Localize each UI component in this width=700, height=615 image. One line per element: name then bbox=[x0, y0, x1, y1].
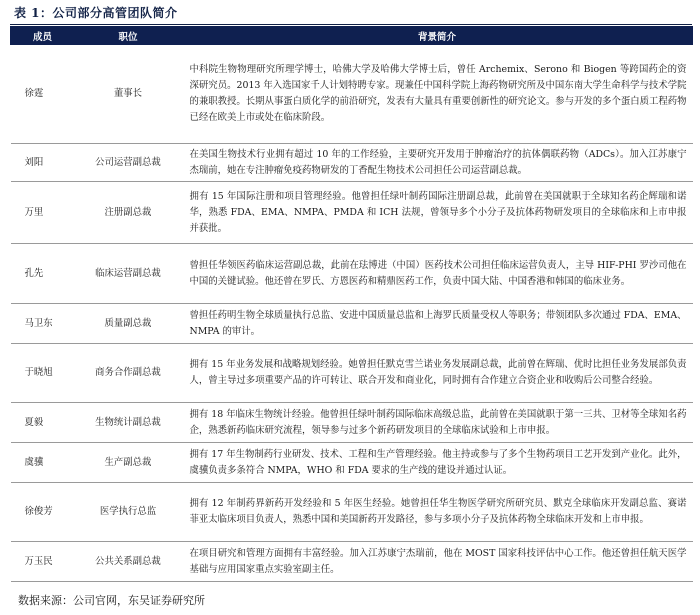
member-background: 拥有 12 年制药界新药开发经验和 5 年医生经验。她曾担任华生物医学研究所研究员、默克全球临床开发副总监、赛诺菲亚太临床项目负责人，熟悉中国和美国新药开发路径，参与多项小分子及抗体药物全球临床开发和上市申报。 bbox=[182, 483, 693, 542]
table-header-row bbox=[11, 27, 693, 45]
member-position: 生物统计副总裁 bbox=[75, 403, 182, 443]
member-background: 中科院生物物理研究所理学博士，哈佛大学及哈佛大学博士后，曾任 Archemix、Serono 和 Biogen 等跨国药企的资深研究员。2013 年入选国家千人计划特聘专家。现兼任中国科学院上海药物研究所及中国东南大学生命科学与技术学院的兼职教授。长期从事蛋白质化学的前沿研究，发表有大量具有重要创新性的研究论文。参与开发的多个蛋白质工程药物已经在欧美上市或处在临床阶段。 bbox=[182, 45, 693, 144]
member-name: 万里 bbox=[11, 182, 75, 244]
source-note: 数据来源：公司官网，东吴证券研究所 bbox=[18, 594, 205, 607]
member-name: 夏毅 bbox=[11, 403, 75, 443]
table-row bbox=[11, 403, 693, 443]
member-position: 董事长 bbox=[75, 45, 182, 144]
table-title: 表 1：公司部分高管团队简介 bbox=[14, 6, 178, 20]
member-background: 拥有 15 年国际注册和项目管理经验。他曾担任绿叶制药国际注册副总裁，此前曾在美国就职于全球知名药企辉瑞和诺华，熟悉 FDA、EMA、NMPA、PMDA 和 ICH 法规，曾领导多个小分子及抗体药物研发项目的全球临床和上市申报并获批。 bbox=[182, 182, 693, 244]
member-name: 徐霆 bbox=[11, 45, 75, 144]
member-background: 曾担任药明生物全球质量执行总监、安进中国质量总监和上海罗氏质量受权人等职务；带领团队多次通过 FDA、EMA、NMPA 的审计。 bbox=[182, 304, 693, 344]
header-background: 背景简介 bbox=[182, 27, 693, 45]
member-position: 公司运营副总裁 bbox=[75, 144, 182, 182]
table-row bbox=[11, 344, 693, 403]
member-background: 在美国生物技术行业拥有超过 10 年的工作经验，主要研究开发用于肿瘤治疗的抗体偶联药物（ADCs）。加入江苏康宁杰瑞前，她在专注肿瘤免疫药物研发的丁香配生物技术公司担任公司运营副总裁。 bbox=[182, 144, 693, 182]
member-name: 孔先 bbox=[11, 244, 75, 304]
member-name: 于晓旭 bbox=[11, 344, 75, 403]
member-position: 注册副总裁 bbox=[75, 182, 182, 244]
member-name: 万玉民 bbox=[11, 542, 75, 582]
table-row bbox=[11, 244, 693, 304]
header-position: 职位 bbox=[75, 27, 182, 45]
member-name: 徐俊芳 bbox=[11, 483, 75, 542]
table-row bbox=[11, 443, 693, 483]
executive-table bbox=[10, 26, 693, 582]
member-background: 曾担任华领医药临床运营副总裁，此前在珐博进（中国）医药技术公司担任临床运营负责人，主导 HIF-PHI 罗沙司他在中国的关键试验。他还曾在罗氏、方恩医药和精鼎医药工作，负责中国大陆、中国香港和韩国的临床业务。 bbox=[182, 244, 693, 304]
member-background: 拥有 17 年生物制药行业研发、技术、工程和生产管理经验。他主持或参与了多个生物药项目工艺开发到产业化。此外，虞骥负责多条符合 NMPA，WHO 和 FDA 要求的生产线的建设并通过认证。 bbox=[182, 443, 693, 483]
title-divider bbox=[10, 24, 692, 25]
table-row bbox=[11, 45, 693, 144]
member-position: 商务合作副总裁 bbox=[75, 344, 182, 403]
header-name: 成员 bbox=[11, 27, 75, 45]
member-position: 公共关系副总裁 bbox=[75, 542, 182, 582]
member-name: 虞骥 bbox=[11, 443, 75, 483]
member-position: 医学执行总监 bbox=[75, 483, 182, 542]
table-row bbox=[11, 182, 693, 244]
member-background: 在项目研究和管理方面拥有丰富经验。加入江苏康宁杰瑞前，他在 MOST 国家科技评估中心工作。他还曾担任航天医学基础与应用国家重点实验室副主任。 bbox=[182, 542, 693, 582]
table-row bbox=[11, 542, 693, 582]
member-position: 生产副总裁 bbox=[75, 443, 182, 483]
table-row bbox=[11, 483, 693, 542]
member-name: 刘阳 bbox=[11, 144, 75, 182]
table-row bbox=[11, 144, 693, 182]
member-position: 质量副总裁 bbox=[75, 304, 182, 344]
member-background: 拥有 15 年业务发展和战略规划经验。她曾担任默克雪兰诺业务发展副总裁，此前曾在辉瑞、优时比担任业务发展部负责人，曾主导过多项重要产品的许可转让、联合开发和商业化，同时拥有合作建立合资企业和收购后公司整合经验。 bbox=[182, 344, 693, 403]
member-background: 拥有 18 年临床生物统计经验。他曾担任绿叶制药国际临床高级总监，此前曾在美国就职于第一三共、卫材等全球知名药企，熟悉新药临床研究流程，领导参与过多个新药研发项目的全球临床试验和上市申报。 bbox=[182, 403, 693, 443]
table-row bbox=[11, 304, 693, 344]
member-name: 马卫东 bbox=[11, 304, 75, 344]
member-position: 临床运营副总裁 bbox=[75, 244, 182, 304]
